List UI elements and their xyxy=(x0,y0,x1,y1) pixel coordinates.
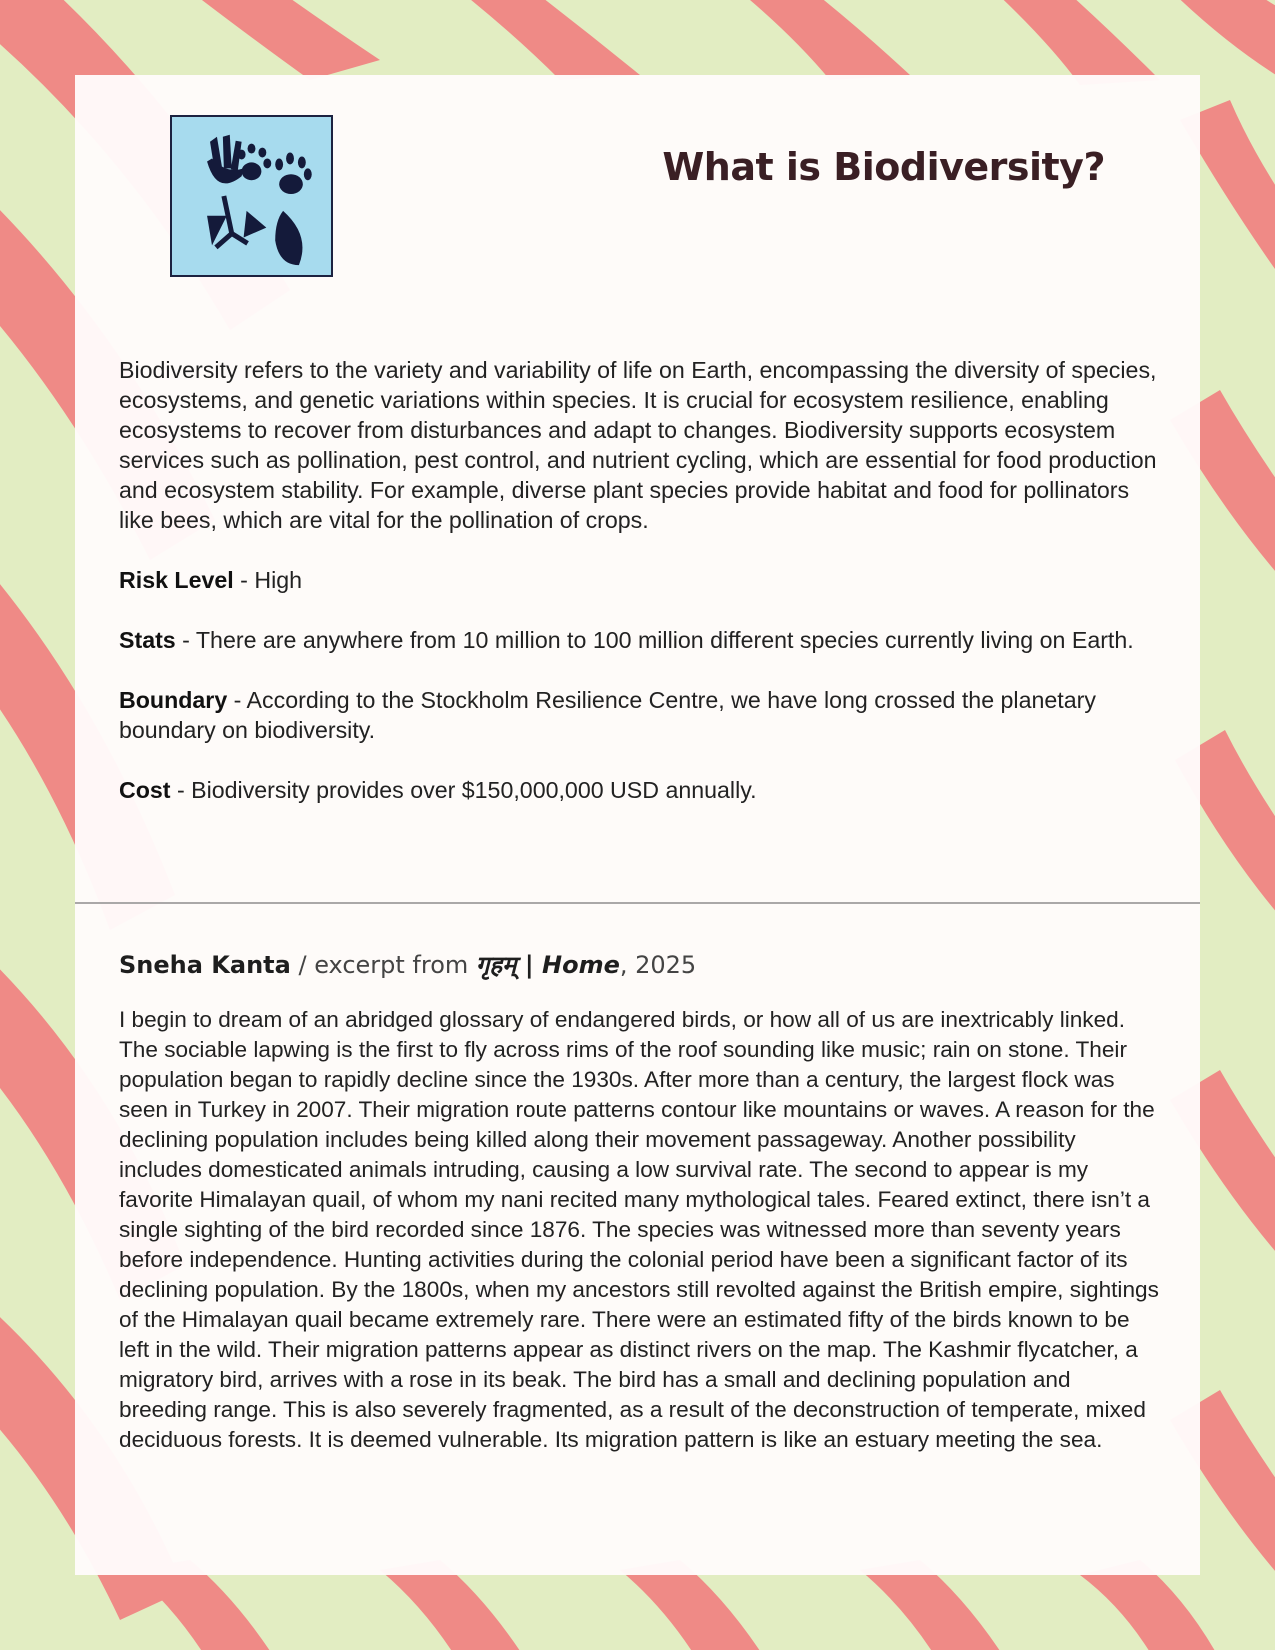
intro-section xyxy=(119,355,1159,835)
section-divider xyxy=(75,902,1200,904)
fact-risk-level xyxy=(119,565,1159,595)
excerpt-paragraph: I begin to dream of an abridged glossary of endangered birds, or how all of us are inextricably linked. The sociable lapwing is the first to fly across rims of the roof sounding like music; rain on stone. Their population began to rapidly decline since the 1930s. After more than a century, the largest flock was seen in Turkey in 2007. Their migration route patterns contour like mountains or waves. A reason for the declining population includes being killed along their movement passageway. Another possibility includes domesticated animals intruding, causing a low survival rate. The second to appear is my favorite Himalayan quail, of whom my nani recited many mythological tales. Feared extinct, there isn’t a single sighting of the bird recorded since 1876. The species was witnessed more than seventy years before independence. Hunting activities during the colonial period have been a significant factor of its declining population. By the 1800s, when my ancestors still revolted against the British empire, sightings of the Himalayan quail became extremely rare. There were an estimated fifty of the birds known to be left in the wild. Their migration patterns appear as distinct rivers on the map. The Kashmir flycatcher, a migratory bird, arrives with a rose in its beak. The bird has a small and declining population and breeding range. This is also severely fragmented, as a result of the deconstruction of temperate, mixed deciduous forests. It is deemed vulnerable. Its migration pattern is like an estuary meeting the sea. xyxy=(119,1007,1159,1452)
excerpt-byline xyxy=(119,948,696,981)
intro-paragraph: Biodiversity refers to the variety and variability of life on Earth, encompassing the diversity of species, ecosystems, and genetic variations within species. It is crucial for ecosystem resilience, enabling ecosystems to recover from disturbances and adapt to changes. Biodiversity supports ecosystem services such as pollination, pest control, and nutrient cycling, which are essential for food production and ecosystem stability. For example, diverse plant species provide habitat and food for pollinators like bees, which are vital for the pollination of crops. xyxy=(119,357,1157,533)
animal-tracks-icon xyxy=(170,115,333,277)
fact-label: Stats xyxy=(119,627,176,653)
content-card xyxy=(75,75,1200,1575)
work-title: Home xyxy=(542,951,620,979)
fact-label: Risk Level xyxy=(119,567,234,593)
work-title-hindi: गृहम् | xyxy=(475,951,542,979)
page-title: What is Biodiversity? xyxy=(662,145,1105,189)
fact-cost xyxy=(119,775,1159,805)
fact-stats xyxy=(119,625,1159,655)
fact-value: - Biodiversity provides over $150,000,000 USD annually. xyxy=(170,777,757,803)
byline-connector: / excerpt from xyxy=(290,951,476,979)
fact-value: - According to the Stockholm Resilience Centre, we have long crossed the planetary boundary on biodiversity. xyxy=(119,687,1096,743)
excerpt-section xyxy=(119,1005,1159,1485)
fact-value: - There are anywhere from 10 million to 100 million different species currently living on Earth. xyxy=(175,627,1134,653)
fact-label: Cost xyxy=(119,777,171,803)
fact-label: Boundary xyxy=(119,687,228,713)
fact-value: - High xyxy=(233,567,303,593)
fact-boundary xyxy=(119,685,1159,745)
author-name: Sneha Kanta xyxy=(119,951,291,979)
publication-year: , 2025 xyxy=(619,951,697,979)
